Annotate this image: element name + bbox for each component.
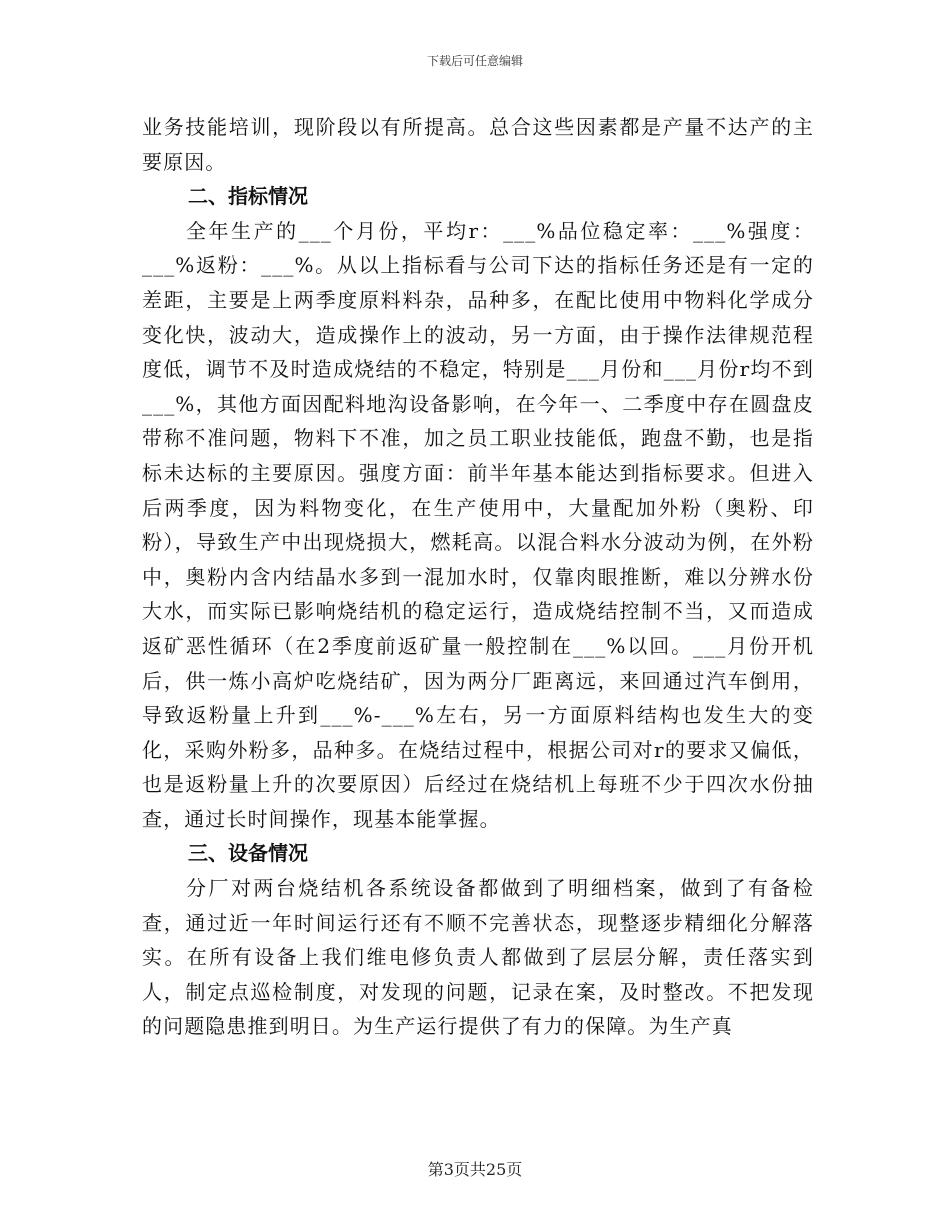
paragraph-equipment: 分厂对两台烧结机各系统设备都做到了明细档案，做到了有备检查，通过近一年时间运行还有不顺不完善状态，现整逐步精细化分解落实。在所有设备上我们维电修负责人都做到了层层分解，责任落实到人，制定点巡检制度，对发现的问题，记录在案，及时整改。不把发现的问题隐患推到明日。为生产运行提供了有力的保障。为生产真	[142, 876, 814, 1039]
page-header: 下载后可任意编辑	[426, 54, 523, 68]
section-heading-indicators: 二、指标情况	[188, 184, 308, 209]
paragraph-indicators: 全年生产的___个月份，平均r：___%品位稳定率：___%强度：___%返粉：___%。从以上指标看与公司下达的指标任务还是有一定的差距，主要是上两季度原料料杂，品种多，在配比使用中物料化学成分变化快，波动大，造成操作上的波动，另一方面，由于操作法律规范程度低，调节不及时造成烧结的不稳定，特别是___月份和___月份r均不到___%，其他方面因配料地沟设备影响，在今年一、二季度中存在圆盘皮带称不准问题，物料下不准，加之员工职业技能低，跑盘不勤，也是指标未达标的主要原因。强度方面：前半年基本能达到指标要求。但进入后两季度，因为料物变化，在生产使用中，大量配加外粉（奥粉、印粉），导致生产中出现烧损大，燃耗高。以混合料水分波动为例，在外粉中，奥粉内含内结晶水多到一混加水时，仅靠肉眼推断，难以分辨水份大水，而实际已影响烧结机的稳定运行，造成烧结控制不当，又而造成返矿恶性循环（在2季度前返矿量一般控制在___%以回。___月份开机后，供一炼小高炉吃烧结矿，因为两分厂距离远，来回通过汽车倒用，导致返粉量上升到___%-___%左右，另一方面原料结构也发生大的变化，采购外粉多，品种多。在烧结过程中，根据公司对r的要求又偏低，也是返粉量上升的次要原因）后经过在烧结机上每班不少于四次水份抽查，通过长时间操作，现基本能掌握。	[142, 218, 814, 831]
document-body	[142, 110, 814, 1044]
page-footer: 第3页共25页	[427, 1160, 523, 1179]
paragraph-continuation: 业务技能培训，现阶段以有所提高。总合这些因素都是产量不达产的主要原因。	[142, 115, 814, 174]
section-heading-equipment: 三、设备情况	[188, 841, 308, 866]
